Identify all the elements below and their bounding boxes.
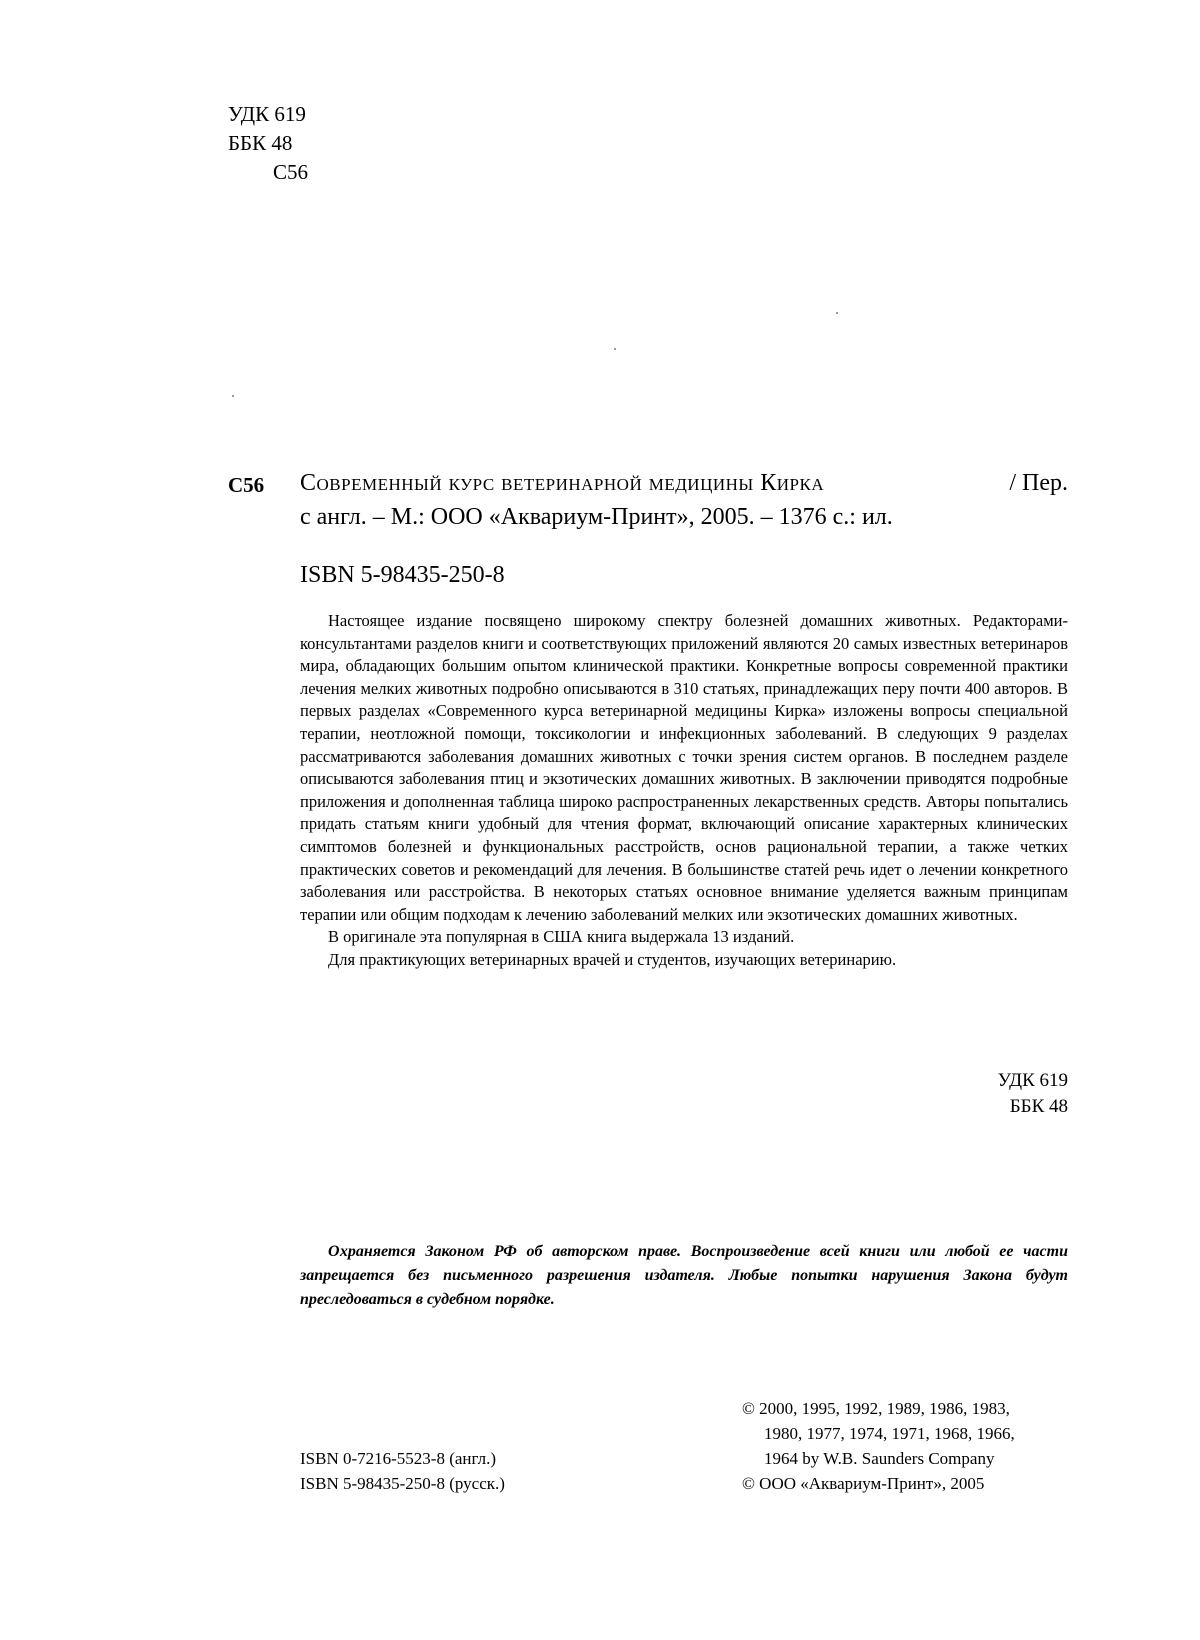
annotation-paragraph: Настоящее издание посвящено широкому спектру болезней домашних животных. Редакторами-консультантами разделов книги и соответствующих приложений являются 20 самых известных ветеринаров мира, обладающих большим опытом клинической практики. Конкретные вопросы современной практики лечения мелких животных подробно описываются в 310 статьях, принадлежащих перу почти 400 авторов. В первых разделах «Современного курса ветеринарной медицины Кирка» изложены вопросы специальной терапии, неотложной помощи, токсикологии и инфекционных заболеваний. В следующих 9 разделах рассматриваются заболевания домашних животных с точки зрения систем органов. В последнем разделе описываются заболевания птиц и экзотических домашних животных. В заключении приводятся подробные приложения и дополненная таблица широко распространенных лекарственных средств. Авторы попытались придать статьям книги удобный для чтения формат, включающий описание характерных клинических симптомов болезней и функциональных расстройств, основ рациональной терапии, а также четких практических советов и рекомендаций для лечения. В большинстве статей речь идет о лечении конкретного заболевания или расстройства. В некоторых статьях основное внимание уделяется важным принципам терапии или общим подходам к лечению заболеваний мелких или экзотических домашних животных. <box>300 611 1068 924</box>
isbn-russian: ISBN 5-98435-250-8 (русск.) <box>300 1474 505 1493</box>
copyright-notice: Охраняется Законом РФ об авторском праве. Воспроизведение всей книги или любой ее части запрещается без письменного разрешения издателя. Любые попытки нарушения Закона будут преследоваться в судебном порядке. <box>300 1243 1068 1308</box>
copyright-line: © ООО «Аквариум-Принт», 2005 <box>742 1474 985 1493</box>
udk-code: УДК 619 <box>997 1070 1068 1091</box>
isbn-english: ISBN 0-7216-5523-8 (англ.) <box>300 1449 497 1468</box>
bbk-code: ББК 48 <box>1009 1096 1068 1117</box>
imprint-line: с англ. – М.: ООО «Аквариум-Принт», 2005. – 1376 с.: ил. <box>300 504 893 530</box>
udk-code: УДК 619 <box>228 102 306 126</box>
entry-author-sign: С56 <box>228 473 265 497</box>
annotation-paragraph: В оригинале эта популярная в США книга выдержала 13 изданий. <box>328 927 795 947</box>
scan-speck <box>614 348 616 350</box>
scan-speck <box>836 312 838 314</box>
annotation-paragraph: Для практикующих ветеринарных врачей и студентов, изучающих ветеринарию. <box>328 949 897 969</box>
copyright-line: © 2000, 1995, 1992, 1989, 1986, 1983, <box>742 1399 1010 1418</box>
copyright-line: 1980, 1977, 1974, 1971, 1968, 1966, <box>764 1424 1015 1443</box>
bbk-code: ББК 48 <box>228 131 293 155</box>
annotation <box>300 610 1068 972</box>
classification-codes-top <box>228 100 308 187</box>
classification-codes-bottom <box>900 1068 1068 1120</box>
isbn-main: ISBN 5-98435-250-8 <box>300 562 505 588</box>
translation-note: / Пер. <box>1009 470 1068 496</box>
scan-speck <box>232 395 234 397</box>
author-sign: С56 <box>273 160 309 184</box>
book-title: Современный курс ветеринарной медицины Кирка <box>300 470 825 496</box>
bibliographic-title <box>300 466 1068 534</box>
copyright-block <box>742 1396 1068 1496</box>
copyright-line: 1964 by W.B. Saunders Company <box>764 1449 995 1468</box>
isbn-list <box>300 1446 505 1496</box>
